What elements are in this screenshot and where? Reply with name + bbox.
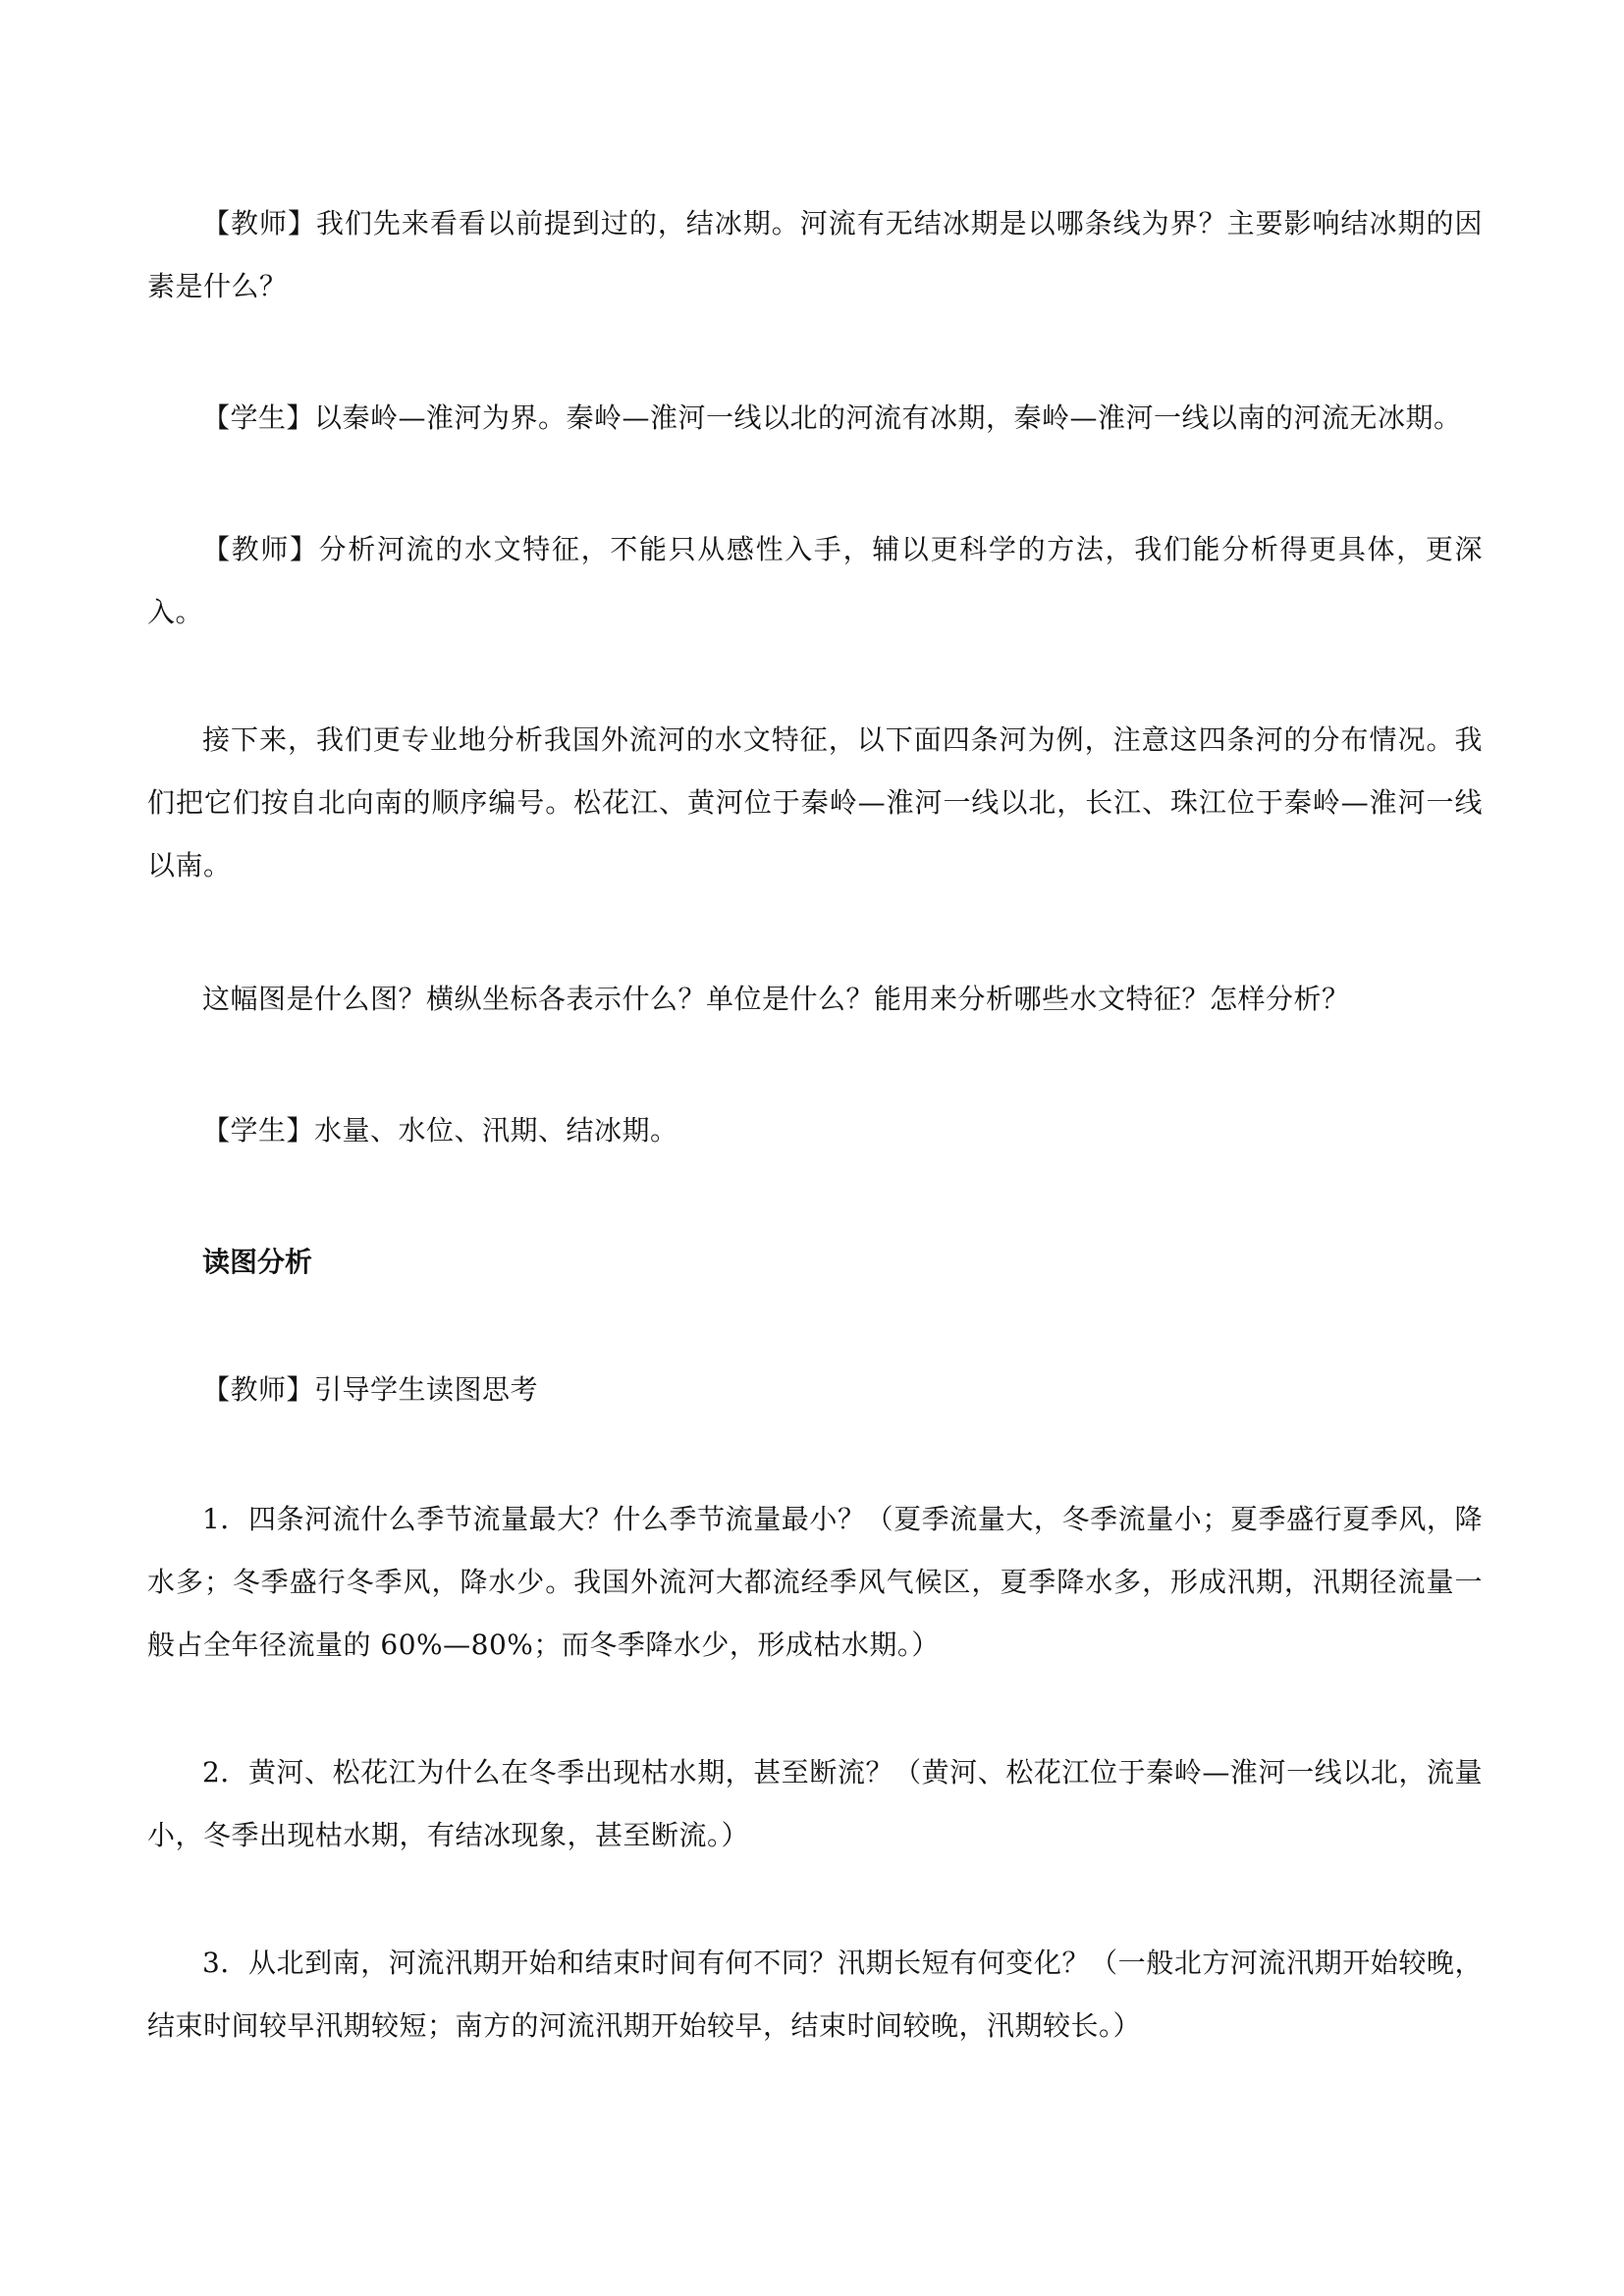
student-answer-features: 【学生】水量、水位、汛期、结冰期。 (202, 1114, 678, 1147)
section-heading: 读图分析 (202, 1246, 313, 1278)
teacher-guide: 【教师】引导学生读图思考 (202, 1373, 539, 1406)
four-rivers-intro: 接下来，我们更专业地分析我国外流河的水文特征，以下面四条河为例，注意这四条河的分布情况。我们把它们按自北向南的顺序编号。松花江、黄河位于秦岭—淮河一线以北，长江、珠江位于秦岭—淮河一线以南。 (147, 723, 1483, 881)
question-1-season-flow: 1．四条河流什么季节流量最大？什么季节流量最小？（夏季流量大，冬季流量小；夏季盛行夏季风，降水多；冬季盛行冬季风，降水少。我国外流河大都流经季风气候区，夏季降水多，形成汛期，汛期径流量一般占全年径流量的 60%—80%；而冬季降水少，形成枯水期。） (147, 1503, 1483, 1661)
teacher-analysis-method: 【教师】分析河流的水文特征，不能只从感性入手，辅以更科学的方法，我们能分析得更具体，更深入。 (147, 533, 1483, 628)
question-3-flood-season: 3．从北到南，河流汛期开始和结束时间有何不同？汛期长短有何变化？（一般北方河流汛期开始较晚，结束时间较早汛期较短；南方的河流汛期开始较早，结束时间较晚，汛期较长。） (147, 1947, 1483, 2042)
teacher-question-freezing-period: 【教师】我们先来看看以前提到过的，结冰期。河流有无结冰期是以哪条线为界？主要影响结冰期的因素是什么？ (147, 207, 1483, 302)
chart-questions: 这幅图是什么图？横纵坐标各表示什么？单位是什么？能用来分析哪些水文特征？怎样分析？ (202, 983, 1350, 1015)
question-2-dry-season: 2．黄河、松花江为什么在冬季出现枯水期，甚至断流？（黄河、松花江位于秦岭—淮河一线以北，流量小，冬季出现枯水期，有结冰现象，甚至断流。） (147, 1756, 1483, 1851)
student-answer-qinling-huaihe: 【学生】以秦岭—淮河为界。秦岭—淮河一线以北的河流有冰期，秦岭—淮河一线以南的河流无冰期。 (202, 401, 1462, 434)
